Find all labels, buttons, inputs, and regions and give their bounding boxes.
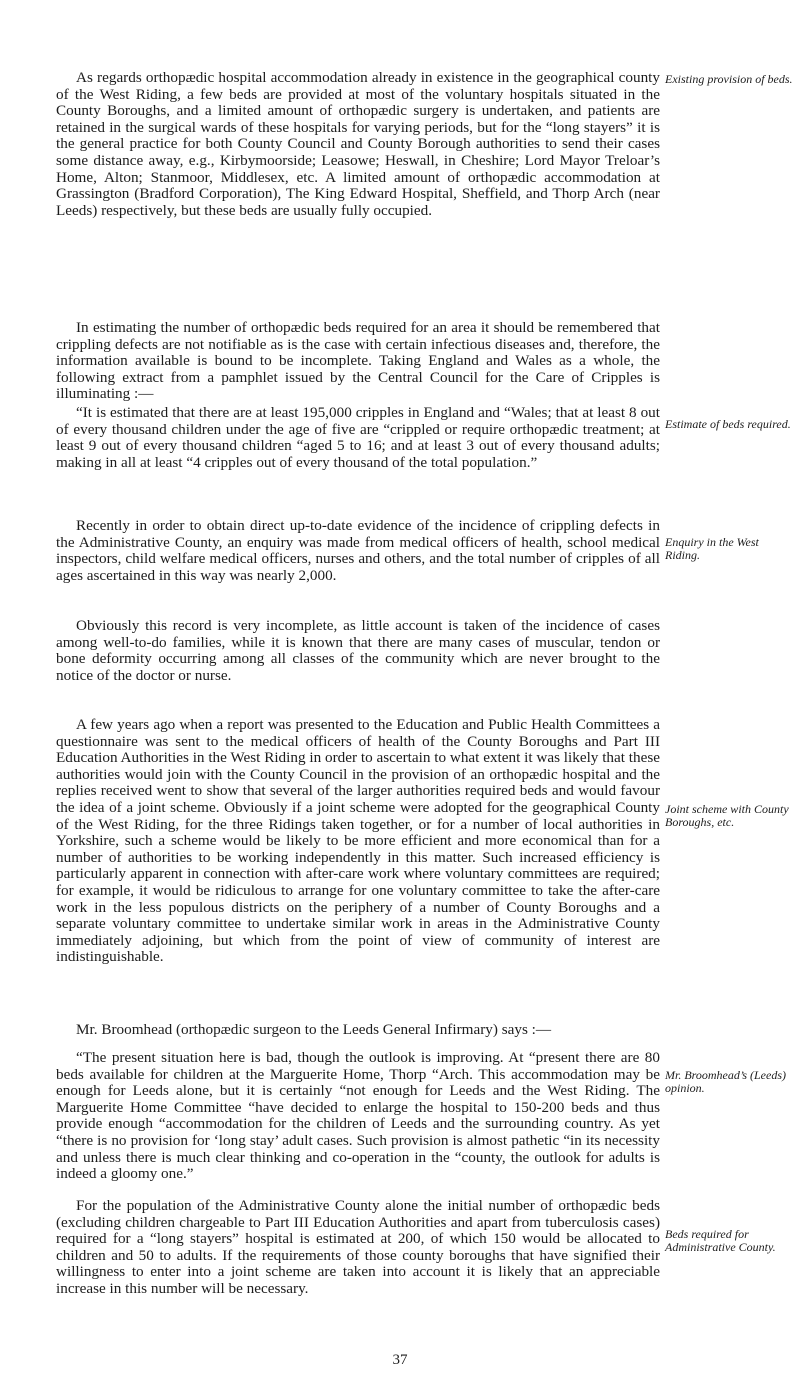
quotation-text: “The present situation here is bad, though the outlook is improving. At “present there are 80 beds available for children at the Marguerite Home, Thorp “Arch. This accommodation may be enough for Leeds alone, but it is certainly “not enough for Leeds and the West Riding. The Marguerite Home Committee “have decided to enlarge the hospital to 150-200 beds and thus provide enough “accommodation for the children of Leeds and the surrounding country. As yet “there is no provision for ‘long stay’ adult cases. Such provision is almost pathetic “in its necessity and unless there is much clear thinking and co-operation in the “county, the outlook for adults is indeed a gloomy one.” [56,1049,660,1183]
paragraph-beds-required [56,1198,660,1298]
margin-note-broomhead: Mr. Broomhead’s (Leeds) opinion. [665,1068,786,1096]
paragraph-text: Mr. Broomhead (orthopædic surgeon to the Leeds General Infirmary) says :— [76,1021,552,1038]
paragraph-enquiry [56,518,660,584]
paragraph-text: A few years ago when a report was presented to the Education and Public Health Committees a questionnaire was sent to the medical officers of health of the County Boroughs and Part III Education Authorities in the West Riding in order to ascertain to what extent it was likely that these authorities would join with the County Council in the provision of an orthopædic hospital and the replies received went to show that several of the larger authorities required beds and would favour the idea of a joint scheme. Obviously if a joint scheme were adopted for the geographical County of the West Riding, for the three Ridings taken together, or for a number of local authorities in Yorkshire, such a scheme would be likely to be more efficient and more economical than for a number of authorities to be working independently in this matter. Such increased efficiency is particularly apparent in connection with after-care work where voluntary committees are required; for example, it would be ridiculous to arrange for one voluntary committee to take the after-care work in the less populous districts on the periphery of a number of County Boroughs and a separate voluntary committee to undertake similar work in areas in the Administrative County immediately adjoining, but which from the point of view of community of interest are indistinguishable. [56,716,660,966]
paragraph-existing-provision [56,70,660,219]
quotation-broomhead [56,1050,660,1183]
paragraph-incomplete-record [56,618,660,684]
page-number: 37 [392,1352,408,1368]
paragraph-text: Obviously this record is very incomplete, as little account is taken of the incidence of cases among well-to-do families, while it is known that there are many cases of muscular, tendon or bone deformity occurring among all classes of the community which are never brought to the notice of the doctor or nurse. [56,617,660,684]
paragraph-text: As regards orthopædic hospital accommodation already in existence in the geographical county of the West Riding, a few beds are provided at most of the voluntary hospitals situated in the County Boroughs, and a limited amount of orthopædic surgery is undertaken, and patients are retained in the surgical wards of these hospitals for varying periods, but for the “long stayers” it is the general practice for both County Council and County Borough authorities to send their cases some distance away, e.g., Kirbymoorside; Leasowe; Heswall, in Cheshire; Lord Mayor Treloar’s Home, Alton; Stanmoor, Middlesex, etc. A limited amount of orthopædic accommodation at Grassington (Bradford Corporation), The King Edward Hospital, Sheffield, and Thorp Arch (near Leeds) respectively, but these beds are usually fully occupied. [56,69,660,219]
margin-note-enquiry: Enquiry in the West Riding. [665,535,759,563]
quotation-central-council [56,405,660,471]
paragraph-text: In estimating the number of orthopædic beds required for an area it should be remembered that crippling defects are not notifiable as is the case with certain infectious diseases and, therefore, the information available is bound to be incomplete. Taking England and Wales as a whole, the following extract from a pamphlet issued by the Central Council for the Care of Cripples is illuminating :— [56,319,660,403]
quotation-text: “It is estimated that there are at least 195,000 cripples in England and “Wales; that at least 8 out of every thousand children under the age of five are “crippled or require orthopædic treatment; at least 9 out of every thousand children “aged 5 to 16; and at least 3 out of every thousand adults; making in all at least “4 cripples out of every thousand of the total population.” [56,404,660,471]
paragraph-text: For the population of the Administrative County alone the initial number of orthopædic beds (excluding children chargeable to Part III Education Authorities and apart from tuberculosis cases) required for a “long stayers” hospital is estimated at 200, of which 150 would be allocated to children and 50 to adults. If the requirements of those county boroughs that have signified their willingness to enter into a joint scheme are taken into account it is likely that an appreciable increase in this number will be necessary. [56,1197,660,1297]
paragraph-estimating-beds [56,320,660,403]
margin-note-beds-required: Beds required for Administrative County. [665,1227,776,1255]
margin-note-estimate: Estimate of beds required. [665,417,791,431]
margin-note-existing-provision: Existing provision of beds. [665,72,793,86]
paragraph-broomhead-intro [56,1022,660,1039]
margin-note-joint-scheme: Joint scheme with County Boroughs, etc. [665,802,789,830]
paragraph-joint-scheme [56,717,660,966]
paragraph-text: Recently in order to obtain direct up-to-date evidence of the incidence of crippling defects in the Administrative County, an enquiry was made from medical officers of health, school medical inspectors, child welfare medical officers, nurses and others, and the total number of cripples of all ages ascertained in this way was nearly 2,000. [56,517,660,584]
